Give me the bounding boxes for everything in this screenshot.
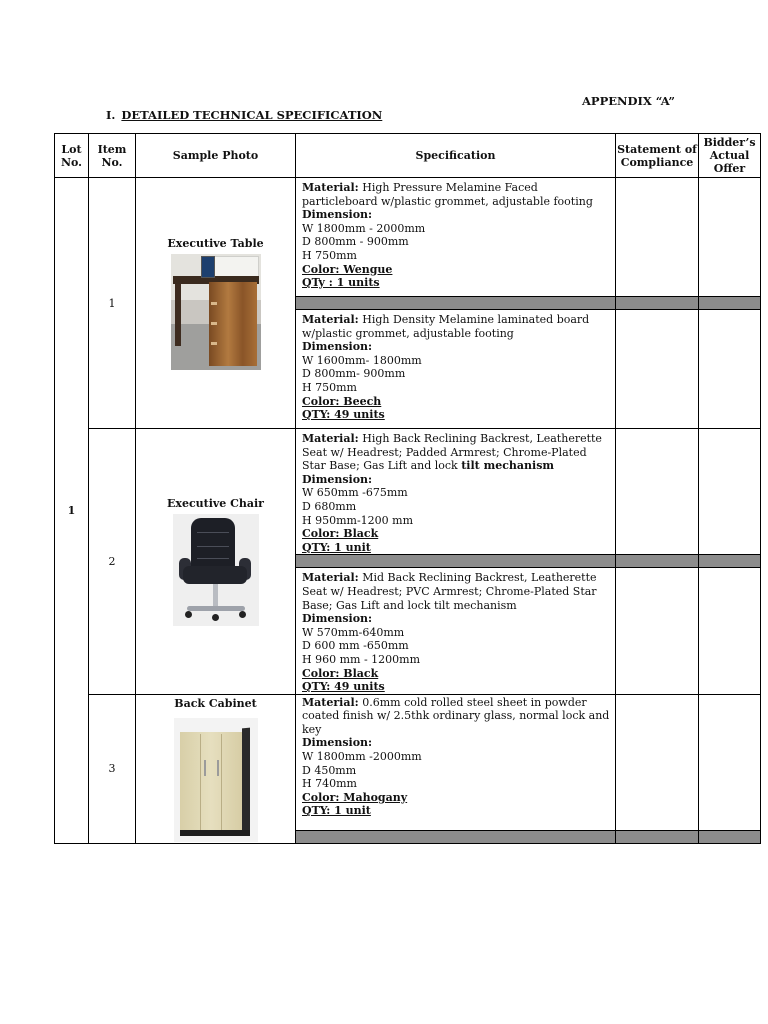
- color-value: Color: Wengue: [302, 262, 393, 276]
- material-text: 0.6mm cold rolled steel sheet in powder coated finish w/ 2.5thk ordinary glass, normal lock and key: [302, 695, 610, 736]
- dimension-label: Dimension:: [302, 340, 373, 354]
- spec-cell: [296, 310, 616, 429]
- dimension-height: H 750mm: [302, 248, 357, 262]
- dimension-label: Dimension:: [302, 736, 373, 750]
- dimension-depth: D 600 mm -650mm: [302, 639, 409, 653]
- dimension-depth: D 800mm- 900mm: [302, 367, 406, 381]
- color-value: Color: Mahogany: [302, 790, 408, 804]
- offer-cell[interactable]: [699, 178, 761, 297]
- color-value: Color: Black: [302, 666, 379, 680]
- dimension-label: Dimension:: [302, 472, 373, 486]
- offer-cell[interactable]: [699, 568, 761, 694]
- material-label: Material:: [302, 571, 359, 585]
- table-row: [55, 178, 761, 297]
- material-text: High Back Reclining Backrest, Leatherette Seat w/ Headrest; Padded Armrest; Chrome-Plated Star Base; Gas Lift and lock: [302, 432, 602, 473]
- executive-chair-photo: [173, 514, 259, 626]
- table-row: [55, 694, 761, 830]
- header-offer: Bidder’s Actual Offer: [699, 134, 761, 178]
- dimension-label: Dimension:: [302, 612, 373, 626]
- spec-cell: [296, 429, 616, 555]
- item-name: Executive Chair: [167, 496, 264, 510]
- dimension-depth: D 800mm - 900mm: [302, 235, 409, 249]
- dimension-depth: D 680mm: [302, 499, 357, 513]
- color-value: Color: Black: [302, 527, 379, 541]
- spec-cell: [296, 694, 616, 830]
- header-row: [55, 134, 761, 178]
- qty-value: QTY: 1 unit: [302, 804, 371, 818]
- dimension-depth: D 450mm: [302, 763, 357, 777]
- header-lot: Lot No.: [55, 134, 89, 178]
- material-label: Material:: [302, 181, 359, 194]
- compliance-cell[interactable]: [616, 429, 699, 555]
- dimension-width: W 570mm-640mm: [302, 625, 405, 639]
- dimension-height: H 960 mm - 1200mm: [302, 652, 421, 666]
- dimension-height: H 750mm: [302, 380, 357, 394]
- dimension-width: W 1800mm - 2000mm: [302, 221, 426, 235]
- offer-cell[interactable]: [699, 429, 761, 555]
- dimension-height: H 950mm-1200 mm: [302, 513, 414, 527]
- item-number: 1: [89, 178, 136, 429]
- dimension-height: H 740mm: [302, 777, 357, 791]
- material-label: Material:: [302, 695, 359, 709]
- material-text: High Pressure Melamine Faced particleboard w/plastic grommet, adjustable footing: [302, 181, 593, 208]
- qty-value: QTY: 49 units: [302, 680, 385, 694]
- color-value: Color: Beech: [302, 394, 382, 408]
- compliance-cell[interactable]: [616, 568, 699, 694]
- material-bold-tail: tilt mechanism: [461, 459, 555, 473]
- photo-cell: [136, 694, 296, 843]
- dimension-label: Dimension:: [302, 208, 373, 222]
- photo-cell: [136, 429, 296, 695]
- item-name: Executive Table: [167, 236, 264, 250]
- specification-table: [54, 133, 761, 844]
- header-spec: Specification: [296, 134, 616, 178]
- executive-table-photo: [171, 254, 261, 370]
- offer-cell[interactable]: [699, 310, 761, 429]
- back-cabinet-photo: [174, 718, 258, 842]
- qty-value: QTy : 1 units: [302, 276, 380, 290]
- spec-cell: [296, 568, 616, 694]
- table-row: [55, 429, 761, 555]
- qty-value: QTY: 1 unit: [302, 540, 371, 554]
- header-photo: Sample Photo: [136, 134, 296, 178]
- section-title: DETAILED TECHNICAL SPECIFICATION: [121, 108, 383, 122]
- lot-number: 1: [55, 178, 89, 844]
- section-heading: [106, 108, 382, 122]
- compliance-cell[interactable]: [616, 310, 699, 429]
- material-text: High Density Melamine laminated board w/plastic grommet, adjustable footing: [302, 313, 590, 340]
- dimension-width: W 1600mm- 1800mm: [302, 353, 422, 367]
- item-name: Back Cabinet: [174, 696, 257, 710]
- photo-cell: [136, 178, 296, 429]
- item-number: 2: [89, 429, 136, 695]
- spec-cell: [296, 178, 616, 297]
- compliance-cell[interactable]: [616, 694, 699, 830]
- compliance-cell[interactable]: [616, 178, 699, 297]
- material-label: Material:: [302, 313, 359, 326]
- appendix-title: APPENDIX “A”: [582, 94, 675, 108]
- offer-cell[interactable]: [699, 694, 761, 830]
- header-item: Item No.: [89, 134, 136, 178]
- dimension-width: W 1800mm -2000mm: [302, 750, 422, 764]
- qty-value: QTY: 49 units: [302, 408, 385, 422]
- item-number: 3: [89, 694, 136, 843]
- material-label: Material:: [302, 432, 359, 445]
- header-compliance: Statement of Compliance: [616, 134, 699, 178]
- section-number: I.: [106, 108, 116, 122]
- material-text: Mid Back Reclining Backrest, Leatherette Seat w/ Headrest; PVC Armrest; Chrome-Plated Star Base; Gas Lift and lock tilt mechanism: [302, 571, 597, 612]
- dimension-width: W 650mm -675mm: [302, 486, 408, 500]
